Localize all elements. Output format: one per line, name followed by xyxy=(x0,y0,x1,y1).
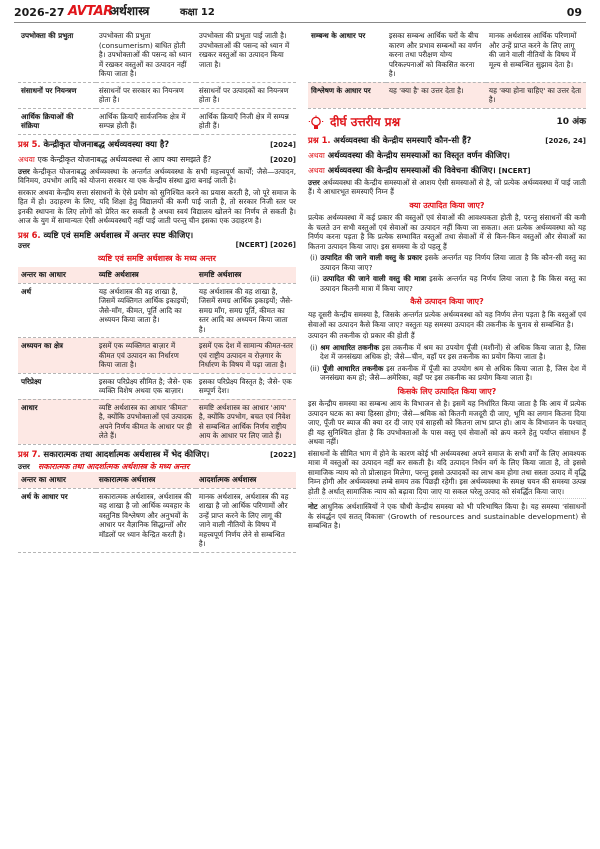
or-label: अथवा xyxy=(308,165,325,175)
table-cell-term: अर्थ के आधार पर xyxy=(18,488,96,552)
question-5-alt xyxy=(18,154,296,165)
table-row xyxy=(18,338,296,374)
question-year: [2026, 24] xyxy=(545,136,586,145)
table-row xyxy=(18,373,296,399)
list-item xyxy=(308,274,586,293)
item-number: (ii) xyxy=(310,274,320,284)
question-number: प्रश्न 1. xyxy=(308,134,331,145)
question-number: प्रश्न 6. xyxy=(18,229,41,240)
table-cell: इसमें एक देश में सामान्य कीमत-स्तर एवं राष्ट्रीय उत्पादन व रोज़गार के निर्धारण के विषय में पढ़ा जाता है। xyxy=(196,338,296,374)
answer-text: अर्थव्यवस्था की केन्द्रीय समस्याओं से आशय ऐसी समस्याओं से है, जो प्रत्येक अर्थव्यवस्था में पाई जाती हैं। ये आधारभूत समस्याएँ निम्न हैं xyxy=(308,177,586,197)
answer-label: उत्तर xyxy=(18,240,30,250)
table-row xyxy=(308,82,586,108)
positive-normative-table xyxy=(18,472,296,553)
question-year: [NCERT] xyxy=(498,166,531,175)
table-cell-term: उपभोक्ता की प्रभुता xyxy=(18,28,96,82)
question-text: व्यष्टि एवं समष्टि अर्थशास्त्र में अन्तर स्पष्ट कीजिए। xyxy=(43,229,194,240)
comparison-table-continued xyxy=(308,28,586,109)
answer-text: सरकार अथवा केन्द्रीय सत्ता संसाधनों के ऐसे प्रयोग को सुनिश्चित करने का प्रयास करती है, जो पूरे समाज के हित में हो। उदाहरण के लिए, यदि शिक्षा हेतु विद्यालयों की कमी पाई जाती है, तो सरकार निजी स्तर पर इनकी स्थापना के लिए लोगों को प्रेरित कर सकती है अथवा स्वयं विद्यालय खोलने का निर्णय ले सकती है। आज के युग में सामान्यतः ऐसी अर्थव्यवस्थाएँ नहीं पाई जाती परन्तु चीन इसका एक उदाहरण है। xyxy=(18,187,296,226)
table-cell: आर्थिक क्रियाएँ निजी क्षेत्र में सम्पन्न होती हैं। xyxy=(196,108,296,134)
column-header: आदर्शात्मक अर्थशास्त्र xyxy=(196,472,296,488)
table-cell: यह अर्थशास्त्र की वह शाखा है, जिसमें समग्र आर्थिक इकाइयों; जैसे-समग्र माँग, समग्र पूर्ति, कीमत का स्तर आदि का अध्ययन किया जाता है। xyxy=(196,283,296,338)
item-text: इसके अन्तर्गत यह निर्णय लिया जाता है कि किस वस्तु का उत्पादन कितनी मात्रा में किया जाए? xyxy=(320,274,586,293)
question-text: अर्थव्यवस्था की केन्द्रीय समस्याओं का विस्तृत वर्णन कीजिए। xyxy=(327,149,510,160)
table-cell: उपभोक्ता की प्रभुता (consumerism) बाधित होती है। उपभोक्ताओं की पसन्द को ध्यान में रखकर वस्तुओं का उत्पादन नहीं किया जाता है। xyxy=(96,28,196,82)
table-title: व्यष्टि एवं समष्टि अर्थशास्त्र के मध्य अन्तर xyxy=(98,254,216,264)
question-1-alt xyxy=(308,150,586,161)
table-cell-term: विश्लेषण के आधार पर xyxy=(308,82,386,108)
column-header: समष्टि अर्थशास्त्र xyxy=(196,267,296,283)
table-cell: इसका परिप्रेक्ष्य सीमित है; जैसे- एक व्यक्ति विशेष अथवा एक बाज़ार। xyxy=(96,373,196,399)
table-cell: यह 'क्या होना चाहिए' का उत्तर देता है। xyxy=(486,82,586,108)
question-7 xyxy=(18,449,296,460)
left-column xyxy=(18,28,296,553)
header-subject: अर्थशास्त्र xyxy=(110,4,150,18)
item-lead: उत्पादित की जाने वाली वस्तु की मात्रा xyxy=(322,274,427,284)
table-cell: इसमें एक व्यक्तिगत बाज़ार में कीमत एवं उत्पादन का निर्धारण किया जाता है। xyxy=(96,338,196,374)
table-header-row xyxy=(18,267,296,283)
list-item xyxy=(308,253,586,272)
page-number: 09 xyxy=(566,6,582,19)
column-header: अन्तर का आधार xyxy=(18,267,96,283)
page-header xyxy=(0,0,600,22)
item-text: इसके अन्तर्गत यह निर्णय लिया जाता है कि कौन-सी वस्तु का उत्पादन किया जाए? xyxy=(320,253,586,272)
list-item xyxy=(308,364,586,383)
table-cell: मानक अर्थशास्त्र आर्थिक परिणामों और उन्हें प्राप्त करने के लिए लागू की जाने वाली नीतियों के विषय में मूल्य से सम्बन्धित सुझाव देता है। xyxy=(486,28,586,82)
table-cell: इसका परिप्रेक्ष्य विस्तृत है; जैसे- एक सम्पूर्ण देश। xyxy=(196,373,296,399)
header-class: कक्षा 12 xyxy=(180,7,215,18)
table-cell: संसाधनों पर सरकार का नियन्त्रण होता है। xyxy=(96,82,196,108)
answer-text: यह दूसरी केन्द्रीय समस्या है, जिसके अन्तर्गत प्रत्येक अर्थव्यवस्था को यह निर्णय लेना पड़ता है कि वस्तुओं एवं सेवाओं का उत्पादन कैसे किया जाए? वस्तुतः यह समस्या उत्पादन की तकनीक के चुनाव से सम्बन्धित है। xyxy=(308,310,586,329)
brand-logo: AVTAR xyxy=(68,4,113,19)
question-number: प्रश्न 5. xyxy=(18,138,41,149)
table-row xyxy=(18,399,296,444)
subheading-whom: किसके लिए उत्पादित किया जाए? xyxy=(397,386,497,396)
item-number: (ii) xyxy=(310,363,320,373)
answer-text: केन्द्रीकृत योजनाबद्ध अर्थव्यवस्था के अन्तर्गत अर्थव्यवस्था के सभी महत्त्वपूर्ण कार्यों; जैसे—उत्पादन, विनिमय, उपभोग आदि को योजना सरकार या एक केन्द्रीय संस्था द्वारा बनाई जाती है। xyxy=(18,166,296,186)
question-text: केन्द्रीकृत योजनाबद्ध अर्थव्यवस्था क्या है? xyxy=(43,138,170,149)
item-lead: पूँजी आधारित तकनीक xyxy=(322,363,384,373)
micro-macro-table xyxy=(18,267,296,445)
table-cell-term: संसाधनों पर नियन्त्रण xyxy=(18,82,96,108)
right-column xyxy=(308,28,586,531)
question-year: [2022] xyxy=(270,450,296,459)
question-text: अर्थव्यवस्था की केन्द्रीय समस्याएँ कौन-सी हैं? xyxy=(333,134,472,145)
table-row xyxy=(18,28,296,82)
item-number: (i) xyxy=(310,342,318,352)
table-cell-term: आधार xyxy=(18,399,96,444)
item-text: इस तकनीक में पूँजी का उपयोग श्रम से अधिक किया जाता है, जिस देश में जनसंख्या कम हो; जैसे—अमेरिका, वहाँ पर इस तकनीक का प्रयोग किया जाता है। xyxy=(320,363,586,383)
question-1 xyxy=(308,135,586,146)
divider xyxy=(308,498,586,499)
question-text: अर्थव्यवस्था की केन्द्रीय समस्याओं की विवेचना कीजिए। xyxy=(327,164,496,175)
answer-text: प्रत्येक अर्थव्यवस्था में कई प्रकार की वस्तुओं एवं सेवाओं की आवश्यकता होती है, परन्तु संसाधनों की कमी के चलते उन सभी वस्तुओं एवं सेवाओं का उत्पादन नहीं किया जा सकता। अतः प्रत्येक अर्थव्यवस्था को यह निर्णय करना पड़ता है कि प्रत्येक सम्भावित वस्तुओं तथा सेवाओं में से किन-किन वस्तुओं और सेवाओं का कितना उत्पादन किया जाए। इस समस्या के दो पहलू हैं xyxy=(308,213,586,251)
question-1-alt2 xyxy=(308,165,586,176)
answer-7-head xyxy=(18,462,296,472)
comparison-table-continued xyxy=(18,28,296,135)
table-cell: संसाधनों पर उत्पादकों का नियन्त्रण होता है। xyxy=(196,82,296,108)
or-label: अथवा xyxy=(18,154,35,164)
table-row xyxy=(18,283,296,338)
or-label: अथवा xyxy=(308,150,325,160)
column-header: अन्तर का आधार xyxy=(18,472,96,488)
table-cell-term: अर्थ xyxy=(18,283,96,338)
table-cell: व्यष्टि अर्थशास्त्र का आधार 'कीमत' है, क्योंकि उपभोक्ताओं एवं उत्पादक अपने निर्णय कीमत के आधार पर ही लेते हैं। xyxy=(96,399,196,444)
question-text: सकारात्मक तथा आदर्शात्मक अर्थशास्त्र में भेद कीजिए। xyxy=(43,448,210,459)
item-text: इस तकनीक में श्रम का उपयोग पूँजी (मशीनों) से अधिक किया जाता है, जिस देश में जनसंख्या अधिक हो; जैसे—चीन, वहाँ पर इस तकनीक का प्रयोग किया जाता है। xyxy=(320,342,586,362)
table-row xyxy=(308,28,586,82)
subheading-how: कैसे उत्पादन किया जाए? xyxy=(410,297,484,307)
answer-label: उत्तर xyxy=(18,461,30,471)
table-cell-term: अध्ययन का क्षेत्र xyxy=(18,338,96,374)
table-title: सकारात्मक तथा आदर्शात्मक अर्थशास्त्र के मध्य अन्तर xyxy=(38,461,190,471)
question-year: [NCERT] [2026] xyxy=(235,240,296,249)
question-year: [2024] xyxy=(270,140,296,149)
column-header: सकारात्मक अर्थशास्त्र xyxy=(96,472,196,488)
table-cell: यह 'क्या है' का उत्तर देता है। xyxy=(386,82,486,108)
table-cell: आर्थिक क्रियाएँ सार्वजनिक क्षेत्र में सम्पन्न होती हैं। xyxy=(96,108,196,134)
item-number: (i) xyxy=(310,253,318,263)
table-row xyxy=(18,108,296,134)
answer-text: संसाधनों के सीमित भाग में होने के कारण कोई भी अर्थव्यवस्था अपने समाज के सभी वर्गों के लिए आवश्यक मात्रा में वस्तुओं का उत्पादन नहीं कर सकती है। यदि उत्पादन निर्धन वर्ग के लिए किया जाता है, तो इससे सामाजिक न्याय को तो प्रोत्साहन मिलेगा, परन्तु इससे उत्पादकों का लाभ कम होगा तथा सस्ता उत्पाद में वृद्धि निम्न होगी और अर्थव्यवस्था लम्बे समय तक पिछड़ी रहेगी। इस अर्थव्यवस्था के समक्ष चयन की समस्या उत्पन्न होती है अर्थात् सामाजिक न्याय को बढ़ावा दिया जाए या सकल घरेलू उत्पाद को संवर्द्धित किया जाए। xyxy=(308,448,586,496)
note-text: आधुनिक अर्थशास्त्रियों ने एक चौथी केन्द्रीय समस्या को भी परिभाषित किया है। यह समस्या 'संसाधनों के संवर्द्धन एवं सतत् विकास' (Growth of resources and sustainable development) से सम्बन्धित है। xyxy=(308,502,586,531)
table-cell: समष्टि अर्थशास्त्र का आधार 'आय' है, क्योंकि उपभोग, बचत एवं निवेश से सम्बन्धित आर्थिक निर्णय राष्ट्रीय आय के आधार पर लिए जाते हैं। xyxy=(196,399,296,444)
answer-label: उत्तर xyxy=(308,177,320,187)
table-cell-term: परिप्रेक्ष्य xyxy=(18,373,96,399)
header-year: 2026-27 xyxy=(14,6,65,19)
question-year: [2020] xyxy=(270,155,296,164)
table-cell: सकारात्मक अर्थशास्त्र, अर्थशास्त्र की वह शाखा है जो आर्थिक व्यवहार के वस्तुनिष्ठ विश्लेषण और अनुभवों के आधार पर वैज्ञानिक सिद्धान्तों और मॉडलों पर ध्यान केन्द्रित करती है। xyxy=(96,488,196,552)
note-label: नोट xyxy=(308,502,318,512)
item-lead: श्रम आधारित तकनीक xyxy=(320,342,380,352)
table-row xyxy=(18,82,296,108)
answer-1-intro xyxy=(308,178,586,197)
answer-5 xyxy=(18,167,296,186)
note xyxy=(308,502,586,531)
answer-text: उत्पादन की तकनीक दो प्रकार की होती हैं xyxy=(308,331,415,341)
table-cell: उपभोक्ता की प्रभुता पाई जाती है। उपभोक्ताओं की पसन्द को ध्यान में रखकर वस्तुओं का उत्पादन किया जाता है। xyxy=(196,28,296,82)
item-lead: उत्पादित की जाने वाली वस्तु के प्रकार xyxy=(320,253,422,263)
table-cell: यह अर्थशास्त्र की वह शाखा है, जिसमें व्यक्तिगत आर्थिक इकाइयों; जैसे-माँग, कीमत, पूर्ति आदि का अध्ययन किया जाता है। xyxy=(96,283,196,338)
list-item xyxy=(308,343,586,362)
section-marks: 10 अंक xyxy=(556,116,586,127)
column-header: व्यष्टि अर्थशास्त्र xyxy=(96,267,196,283)
question-text: एक केन्द्रीकृत योजनाबद्ध अर्थव्यवस्था से आप क्या समझते हैं? xyxy=(37,154,212,164)
table-cell-term: आर्थिक क्रियाओं की संक्रिया xyxy=(18,108,96,134)
answer-label: उत्तर xyxy=(18,166,30,176)
table-header-row xyxy=(18,472,296,488)
header-divider xyxy=(14,22,586,23)
table-cell: इसका सम्बन्ध आर्थिक चरों के बीच कारण और प्रभाव सम्बन्धों का वर्णन करना तथा परीक्षण योग्य परिकल्पनाओं को विकसित करना है। xyxy=(386,28,486,82)
table-cell: मानक अर्थशास्त्र, अर्थशास्त्र की वह शाखा है जो आर्थिक परिणामों और उन्हें प्राप्त करने के लिए लागू की जाने वाली नीतियों के विषय में महत्त्वपूर्ण निर्णय लेने से सम्बन्धित है। xyxy=(196,488,296,552)
table-row xyxy=(18,488,296,552)
lightbulb-icon xyxy=(308,115,324,131)
subheading-what: क्या उत्पादित किया जाए? xyxy=(409,200,485,210)
section-heading xyxy=(308,115,586,131)
answer-6-head xyxy=(18,241,296,251)
question-number: प्रश्न 7. xyxy=(18,448,41,459)
table-cell-term: सम्बन्ध के आधार पर xyxy=(308,28,386,82)
question-6 xyxy=(18,230,296,241)
answer-text: इस केन्द्रीय समस्या का सम्बन्ध आय के विभाजन से है। इसमें यह निर्धारित किया जाता है कि आय में प्रत्येक उत्पादन घटक का क्या हिस्सा होगा; जैसे—श्रमिक को कितनी मजदूरी दी जाए, भूमि का लगान कितना दिया जाए, पूँजी पर ब्याज की क्या दर दी जाए एवं साहसी को कितना लाभ प्राप्त हो। आय के विभाजन के पश्चात् ही यह सुनिश्चित होता है कि उपभोक्ताओं के पास वस्तु एवं सेवाओं को क्रय करने हेतु पर्याप्त संसाधन हैं अथवा नहीं। xyxy=(308,399,586,447)
section-title: दीर्घ उत्तरीय प्रश्न xyxy=(330,114,401,129)
question-5 xyxy=(18,139,296,150)
